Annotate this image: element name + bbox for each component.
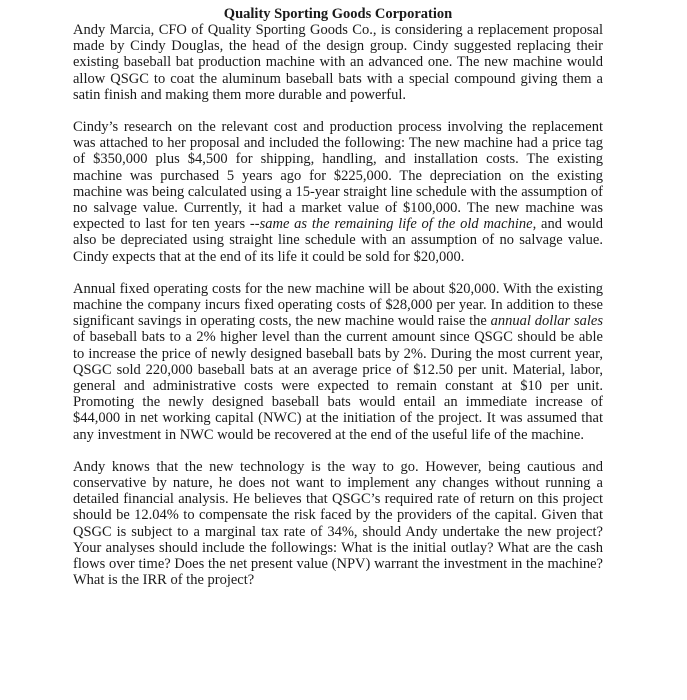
- paragraph-text: Cindy’s research on the relevant cost and production process involving the replacement was attached to her proposal and included the following: The new machine had a price tag of $350,000 plus $4,500 for shipping, handling, and installation costs. The existing machine was purchased 5 years ago for $225,000. The depreciation on the existing machine was being calculated using a 15-year straight line schedule with the assumption of no salvage value. Currently, it had a market value of $100,000. The new machine was expected to last for ten years --: [73, 119, 603, 233]
- paragraph-text: Andy Marcia, CFO of Quality Sporting Goods Co., is considering a replacement proposal made by Cindy Douglas, the head of the design group. Cindy suggested replacing their existing baseball bat production machine with an advanced one. The new machine would allow QSGC to coat the aluminum baseball bats with a special compound giving them a satin finish and making them more durable and powerful.: [73, 22, 603, 103]
- paragraph-text: of baseball bats to a 2% higher level than the current amount since QSGC should be able to increase the price of newly designed baseball bats by 2%. During the most current year, QSGC sold 220,000 baseball bats at an average price of $12.50 per unit. Material, labor, general and administrative costs were expected to remain constant at $10 per unit. Promoting the newly designed baseball bats would entail an immediate increase of $44,000 in net working capital (NWC) at the initiation of the project. It was assumed that any investment in NWC would be recovered at the end of the useful life of the machine.: [73, 329, 603, 443]
- paragraph-intro: [73, 22, 603, 103]
- paragraph-text: Annual fixed operating costs for the new machine will be about $20,000. With the existing machine the company incurs fixed operating costs of $28,000 per year. In addition to these significant savings in operating costs, the new machine would raise the: [73, 280, 603, 330]
- paragraph-operating-costs: [73, 281, 603, 443]
- paragraph-text: Andy knows that the new technology is the way to go. However, being cautious and conservative by nature, he does not want to implement any changes without running a detailed financial analysis. He believes that QSGC’s required rate of return on this project should be 12.04% to compensate the risk faced by the providers of the capital. Given that QSGC is subject to a marginal tax rate of 34%, should Andy undertake the new project? Your analyses should include the followings: What is the initial outlay? What are the cash flows over time? Does the net present value (NPV) warrant the investment in the machine? What is the IRR of the project?: [73, 458, 603, 589]
- paragraph-cost-details: [73, 119, 603, 265]
- document-title: Quality Sporting Goods Corporation: [223, 6, 453, 22]
- paragraph-questions: [73, 459, 603, 589]
- italic-emphasis: annual dollar sales: [490, 313, 603, 330]
- italic-emphasis: same as the remaining life of the old machine,: [259, 216, 537, 233]
- paragraph-text: and would also be depreciated using straight line schedule with an assumption of no salvage value. Cindy expects that at the end of its life it could be sold for $20,000.: [73, 216, 603, 265]
- case-study-document: [73, 6, 603, 605]
